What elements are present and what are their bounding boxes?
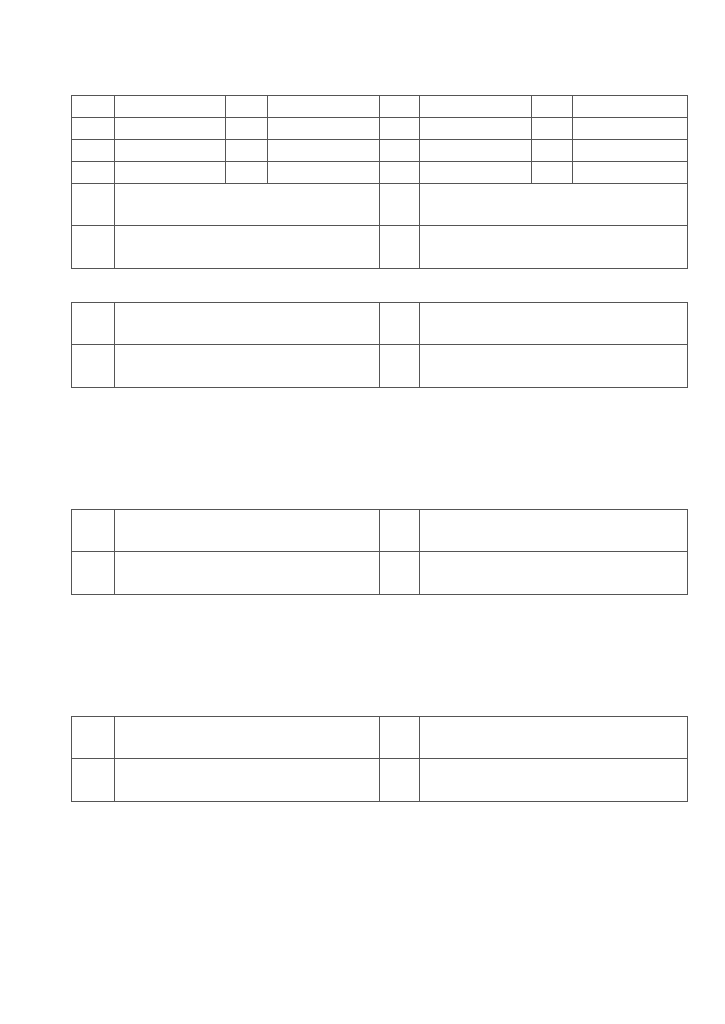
question-number [72,759,115,802]
question-number [72,118,115,140]
question-number [380,552,420,595]
answer-choice [115,118,226,140]
answer-choice [420,140,532,162]
question-number [72,226,115,269]
question-number [380,162,420,184]
answer-choice [420,162,532,184]
answer-choice [420,96,532,118]
question-number [380,717,420,759]
table-row [72,118,688,140]
answer-17 [115,510,380,552]
answer-17 [115,303,380,345]
answer-choice [573,118,688,140]
answer-20 [420,759,688,802]
question-number [380,226,420,269]
question-number [532,96,573,118]
answer-choice [115,162,226,184]
answer-19 [115,552,380,595]
answer-choice [268,118,380,140]
answer-18 [420,510,688,552]
question-number [72,303,115,345]
answer-table [71,716,688,802]
question-number [380,96,420,118]
question-number [72,184,115,226]
question-number [72,510,115,552]
question-number [380,759,420,802]
answer-18 [420,303,688,345]
answer-choice [268,96,380,118]
question-number [226,96,268,118]
answer-choice [268,162,380,184]
question-number [72,345,115,388]
answer-19 [115,345,380,388]
table-row [72,96,688,118]
question-number [380,118,420,140]
question-number [72,96,115,118]
question-number [226,140,268,162]
question-number [72,717,115,759]
question-number [380,140,420,162]
answer-table [71,95,688,269]
question-number [380,184,420,226]
answer-20 [420,345,688,388]
answer-choice [115,96,226,118]
answer-19 [115,226,380,269]
question-number [72,140,115,162]
answer-18 [420,717,688,759]
question-number [380,510,420,552]
answer-17 [115,184,380,226]
answer-table [71,302,688,388]
answer-choice [573,162,688,184]
answer-17 [115,717,380,759]
question-number [380,345,420,388]
table-row [72,140,688,162]
answer-choice [420,118,532,140]
question-number [532,162,573,184]
answer-choice [115,140,226,162]
answer-19 [115,759,380,802]
answer-18 [420,184,688,226]
question-number [380,303,420,345]
question-number [532,140,573,162]
answer-choice [573,140,688,162]
question-number [226,162,268,184]
question-number [72,162,115,184]
question-number [72,552,115,595]
table-row [72,162,688,184]
question-number [532,118,573,140]
answer-choice [268,140,380,162]
answer-20 [420,552,688,595]
answer-20 [420,226,688,269]
answer-choice [573,96,688,118]
answer-table [71,509,688,595]
question-number [226,118,268,140]
